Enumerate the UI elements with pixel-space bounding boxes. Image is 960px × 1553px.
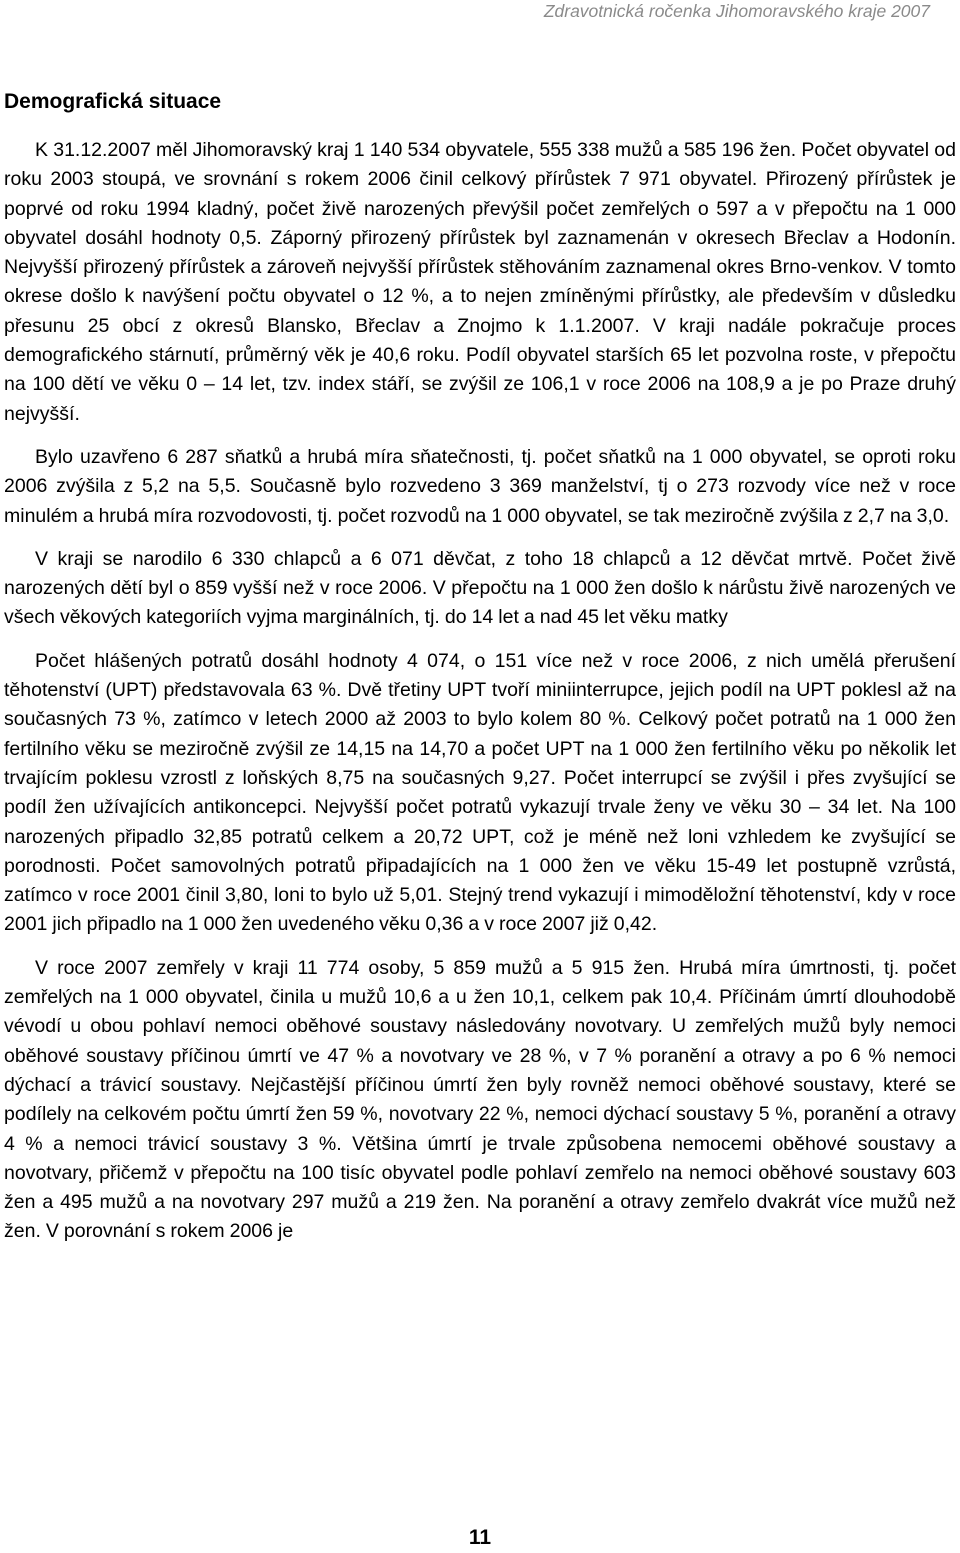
paragraph-deaths: V roce 2007 zemřely v kraji 11 774 osoby, 5 859 mužů a 5 915 žen. Hrubá míra úmrtnosti, tj. počet zemřelých na 1 000 obyvatel, činila u mužů 10,6 a u žen 10,1, celkem pak 10,4. Příčinám úmrtí dlouhodobě vévodí u obou pohlaví nemoci oběhové soustavy následovány novotvary. U zemřelých mužů byly nemoci oběhové soustavy příčinou úmrtí ve 47 % a novotvary ve 28 %, v 7 % poranění a otravy a po 6 % nemoci dýchací a trávicí soustavy. Nejčastější příčinou úmrtí žen byly rovněž nemoci oběhové soustavy, které se podílely na celkovém počtu úmrtí žen 59 %, novotvary 22 %, nemoci dýchací soustavy 5 %, poranění a otravy 4 % a nemoci trávicí soustavy 3 %. Většina úmrtí je trvale způsobena nemocemi oběhové soustavy a novotvary, přičemž v přepočtu na 100 tisíc obyvatel podle pohlaví zemřelo na nemoci oběhové soustavy 603 žen a 495 mužů a na novotvary 297 mužů a 219 žen. Na poranění a otravy zemřelo dvakrát více mužů než žen. V porovnání s rokem 2006 je xyxy=(4,956,956,1243)
paragraph-population: K 31.12.2007 měl Jihomoravský kraj 1 140 534 obyvatele, 555 338 mužů a 585 196 žen. Počet obyvatel od roku 2003 stoupá, ve srovnání s rokem 2006 činil celkový přírůstek 7 971 obyvatel. Přirozený přírůstek je poprvé od roku 1994 kladný, počet živě narozených převýšil počet zemřelých o 597 a v přepočtu na 1 000 obyvatel dosáhl hodnoty 0,5. Záporný přirozený přírůstek byl zaznamenán v okresech Břeclav a Hodonín. Nejvyšší přirozený přírůstek a zároveň nejvyšší přírůstek stěhováním zaznamenal okres Brno-venkov. V tomto okrese došlo k navýšení počtu obyvatel o 12 %, a to nejen zmíněnými přírůstky, ale především v důsledku přesunu 25 obcí z okresů Blansko, Břeclav a Znojmo k 1.1.2007. V kraji nadále pokračuje proces demografického stárnutí, průměrný věk je 40,6 roku. Podíl obyvatel starších 65 let pozvolna roste, v přepočtu na 100 dětí ve věku 0 – 14 let, tzv. index stáří, se zvýšil ze 106,1 v roce 2006 na 108,9 a je po Praze druhý nejvyšší. xyxy=(4,139,956,425)
body-text xyxy=(4,136,956,1261)
paragraph-marriages: Bylo uzavřeno 6 287 sňatků a hrubá míra sňatečnosti, tj. počet sňatků na 1 000 obyvatel, se oproti roku 2006 zvýšila z 5,2 na 5,5. Současně bylo rozvedeno 3 369 manželství, tj o 273 rozvody více než v roce minulém a hrubá míra rozvodovosti, tj. počet rozvodů na 1 000 obyvatel, se tak meziročně zvýšila z 2,7 na 3,0. xyxy=(4,445,956,527)
page-number: 11 xyxy=(468,1526,492,1549)
section-title: Demografická situace xyxy=(4,90,222,113)
paragraph-abortions: Počet hlášených potratů dosáhl hodnoty 4 074, o 151 více než v roce 2006, z nich umělá přerušení těhotenství (UPT) představovala 63 %. Dvě třetiny UPT tvoří miniinterrupce, jejich podíl na UPT poklesl až na současných 73 %, zatímco v letech 2000 až 2003 to bylo kolem 80 %. Celkový počet potratů na 1 000 žen fertilního věku se meziročně zvýšil ze 14,15 na 14,70 a počet UPT na 1 000 žen fertilního věku po několik let trvajícím poklesu vzrostl z loňských 8,75 na současných 9,27. Počet interrupcí se zvýšil i přes zvyšující se podíl žen užívajících antikoncepci. Nejvyšší počet potratů vykazují trvale ženy ve věku 30 – 34 let. Na 100 narozených připadlo 32,85 potratů celkem a 20,72 UPT, což je méně než loni vzhledem ke zvyšující se porodnosti. Počet samovolných potratů připadajících na 1 000 žen ve věku 15-49 let postupně vzrůstá, zatímco v roce 2001 činil 3,80, loni to bylo už 5,01. Stejný trend vykazují i mimoděložní těhotenství, kdy v roce 2001 jich připadlo na 1 000 žen uvedeného věku 0,36 a v roce 2007 již 0,42. xyxy=(4,649,956,936)
running-header: Zdravotnická ročenka Jihomoravského kraje 2007 xyxy=(543,1,930,21)
paragraph-births: V kraji se narodilo 6 330 chlapců a 6 071 děvčat, z toho 18 chlapců a 12 děvčat mrtvě. Počet živě narozených dětí byl o 859 vyšší než v roce 2006. V přepočtu na 1 000 žen došlo k nárůstu živě narozených ve všech věkových kategoriích vyjma marginálních, tj. do 14 let a nad 45 let věku matky xyxy=(4,547,956,629)
